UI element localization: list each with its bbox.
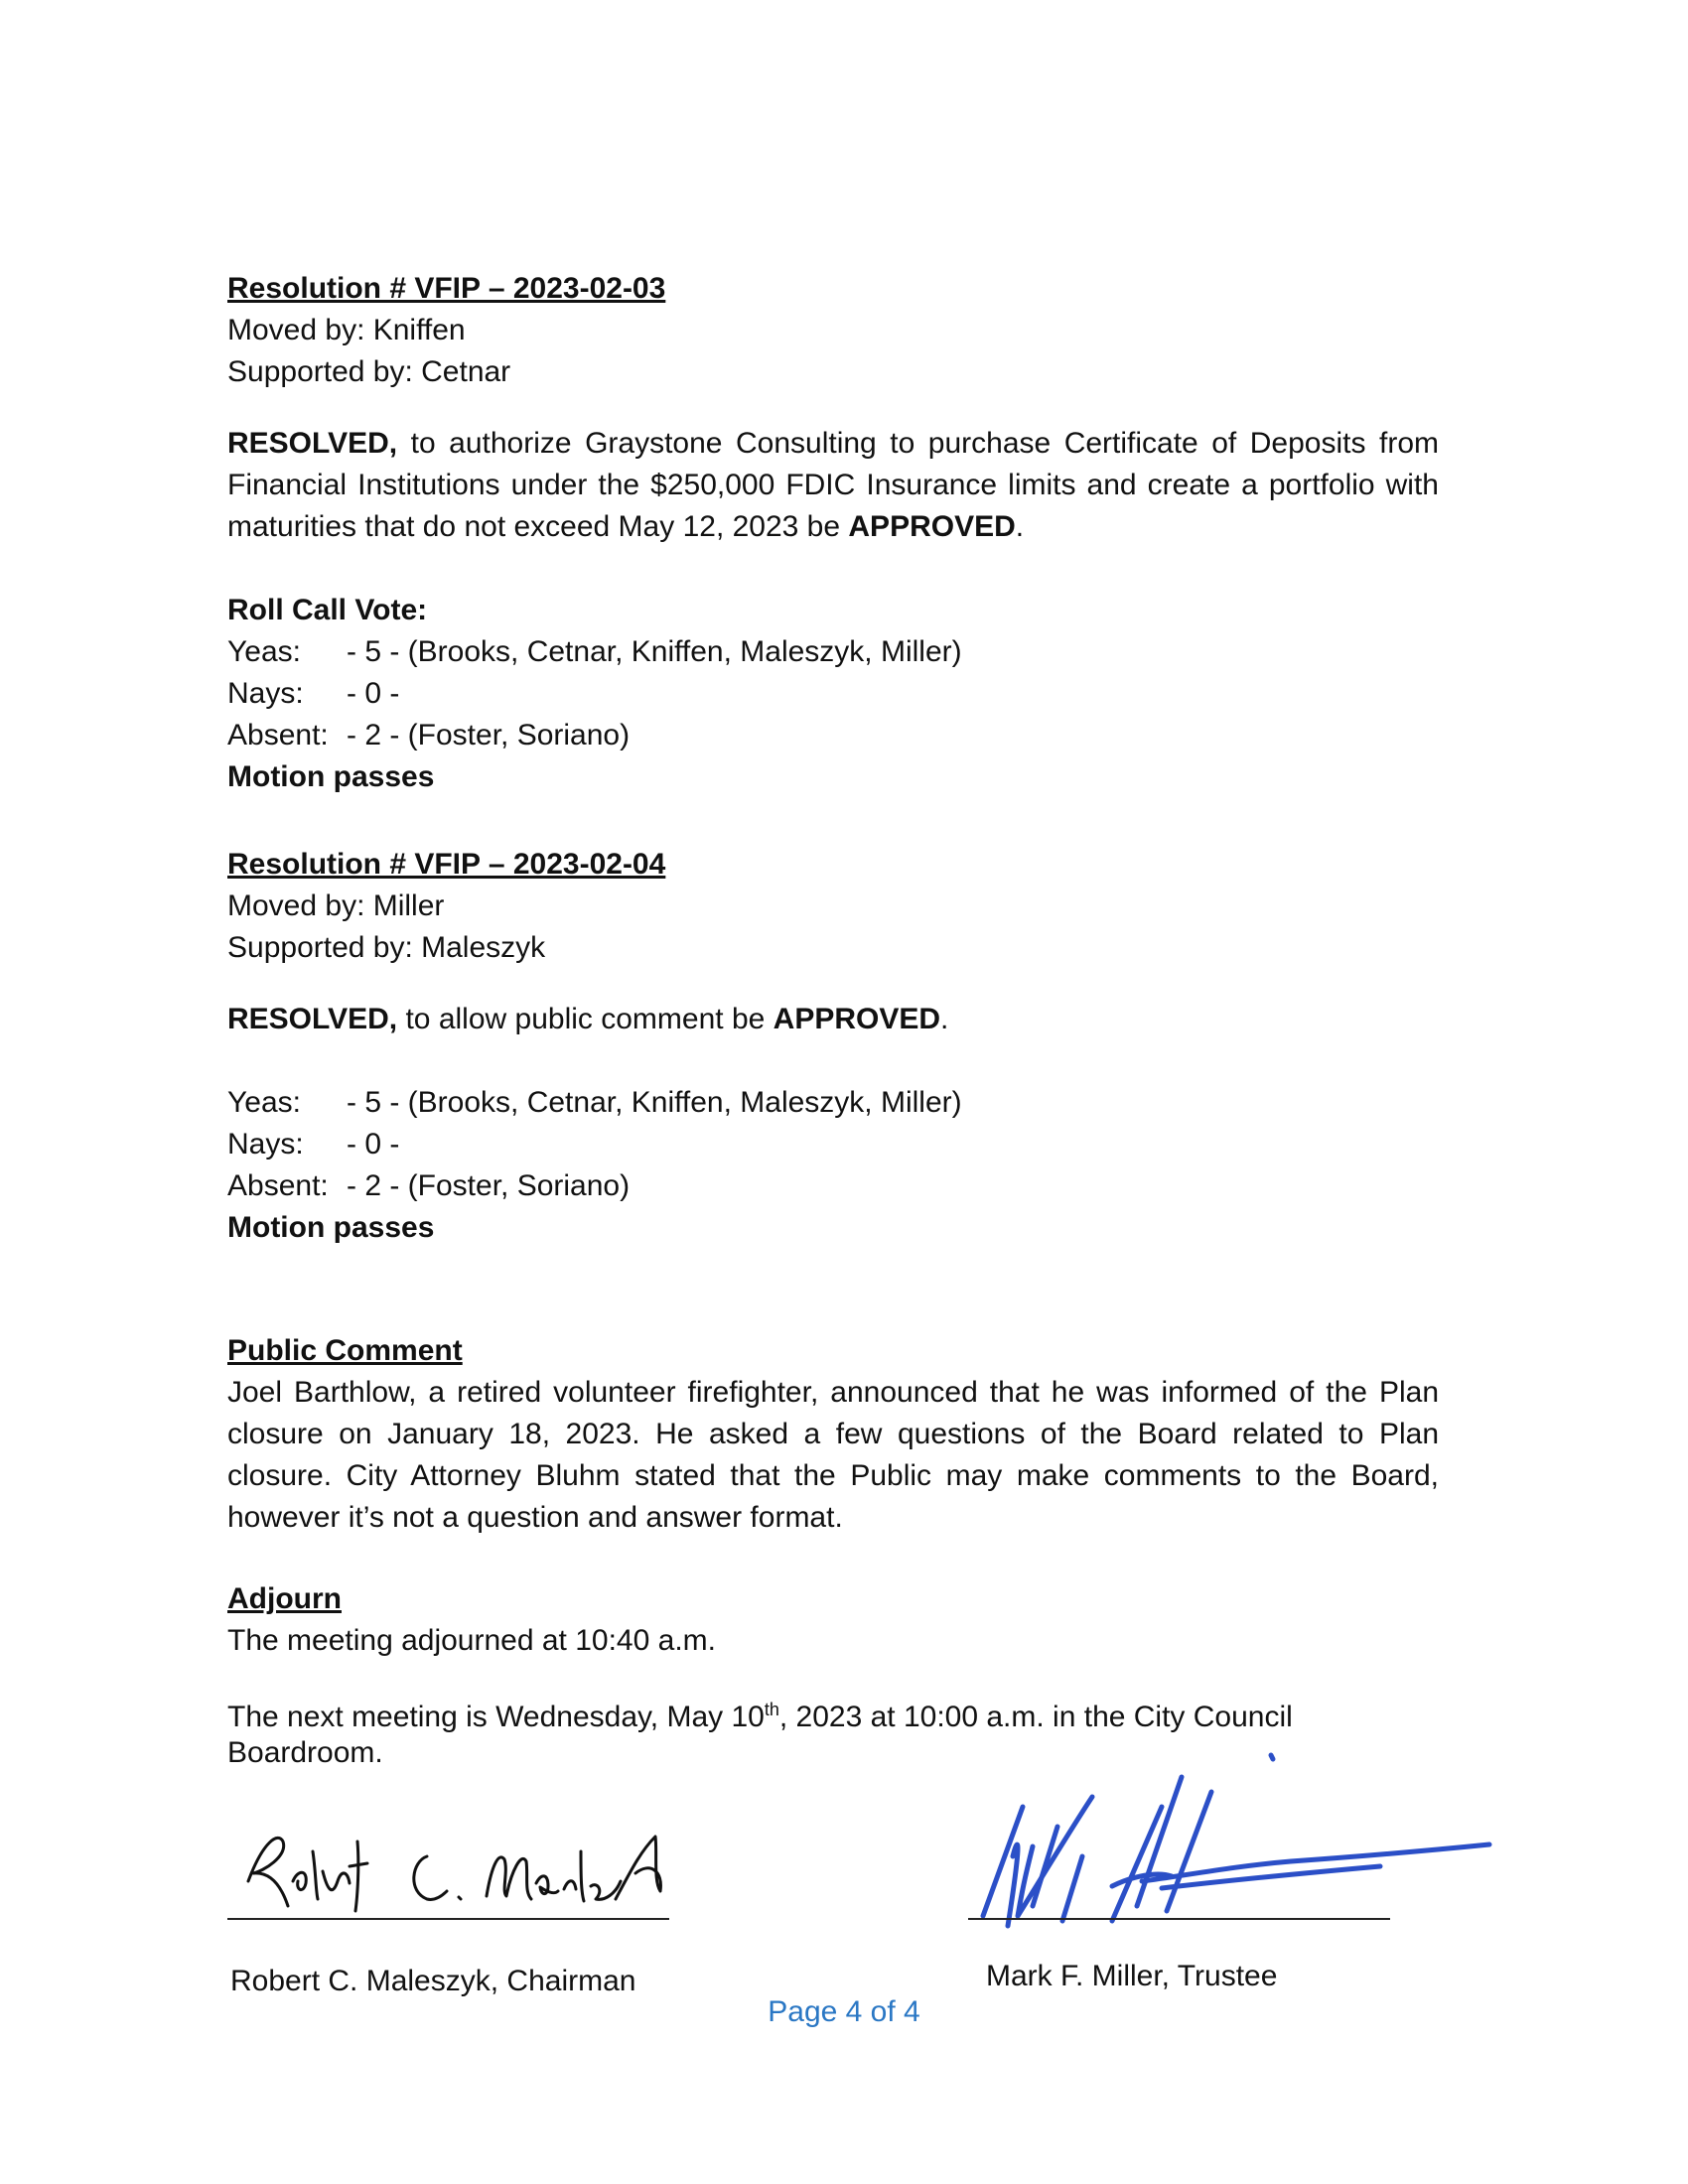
yeas-label: Yeas: [227,1086,301,1119]
resolution-2023-02-03 [227,268,1449,798]
moved-by: Moved by: Kniffen [227,314,466,346]
next-meeting-line2: Boardroom. [227,1736,383,1769]
trustee-name: Mark F. Miller, Trustee [986,1960,1278,1992]
adjourn-heading: Adjourn [227,1582,342,1615]
approved-label: APPROVED [773,1003,941,1035]
chairman-name: Robert C. Maleszyk, Chairman [230,1965,636,1997]
absent-row [227,715,1449,756]
chairman-signature-line [227,1918,669,1920]
trustee-signature [963,1737,1499,1936]
yeas-label: Yeas: [227,635,301,668]
next-meeting-text [227,1692,1449,1735]
resolved-text: to allow public comment be [397,1003,774,1035]
next-meeting-sup: th [764,1700,779,1719]
nays-label: Nays: [227,1128,304,1160]
resolved-lead: RESOLVED, [227,1003,398,1035]
supported-by: Supported by: Cetnar [227,355,511,388]
nays-label: Nays: [227,677,304,710]
absent-label: Absent: [227,1169,329,1202]
resolved-paragraph [227,999,1449,1040]
page-number: Page 4 of 4 [768,1995,920,2028]
resolution-heading: Resolution # VFIP – 2023-02-04 [227,848,666,881]
supported-by: Supported by: Maleszyk [227,931,546,964]
public-comment-heading: Public Comment [227,1334,463,1367]
roll-call-heading: Roll Call Vote: [227,594,428,626]
nays-value: - 0 - [347,677,400,710]
moved-by: Moved by: Miller [227,889,445,922]
resolved-paragraph [227,423,1439,548]
public-comment-section [227,1330,1449,1539]
chairman-signature [238,1812,715,1921]
motion-result: Motion passes [227,760,435,793]
absent-value: - 2 - (Foster, Soriano) [347,719,631,751]
yeas-row [227,631,1449,673]
absent-row [227,1165,1449,1207]
trustee-signature-line [968,1918,1390,1920]
yeas-row [227,1082,1449,1124]
yeas-value: - 5 - (Brooks, Cetnar, Kniffen, Maleszyk, Miller) [347,635,962,668]
approved-label: APPROVED [848,510,1016,543]
next-meeting-post: , 2023 at 10:00 a.m. in the City Council [778,1701,1293,1733]
yeas-value: - 5 - (Brooks, Cetnar, Kniffen, Maleszyk, Miller) [347,1086,962,1119]
motion-result: Motion passes [227,1211,435,1244]
adjourn-text: The meeting adjourned at 10:40 a.m. [227,1624,716,1657]
nays-value: - 0 - [347,1128,400,1160]
resolution-2023-02-04 [227,844,1449,1249]
resolution-heading: Resolution # VFIP – 2023-02-03 [227,272,666,305]
public-comment-text: Joel Barthlow, a retired volunteer firefighter, announced that he was informed of the Plan closure on January 18, 2023. He asked a few questions of the Board related to Plan closure. City Attorney Bluhm stated that the Public may make comments to the Board, however it’s not a question and answer format. [227,1376,1439,1534]
nays-row [227,1124,1449,1165]
next-meeting-pre: The next meeting is Wednesday, May 10 [227,1701,765,1733]
resolved-text: to authorize Graystone Consulting to purchase Certificate of Deposits from Financial Institutions under the $250,000 FDIC Insurance limits and create a portfolio with maturities that do not exceed May 12, 2023 be [227,427,1439,543]
resolved-lead: RESOLVED, [227,427,398,460]
absent-label: Absent: [227,719,329,751]
absent-value: - 2 - (Foster, Soriano) [347,1169,631,1202]
resolved-end: . [1015,510,1025,543]
resolved-end: . [940,1003,949,1035]
nays-row [227,673,1449,715]
